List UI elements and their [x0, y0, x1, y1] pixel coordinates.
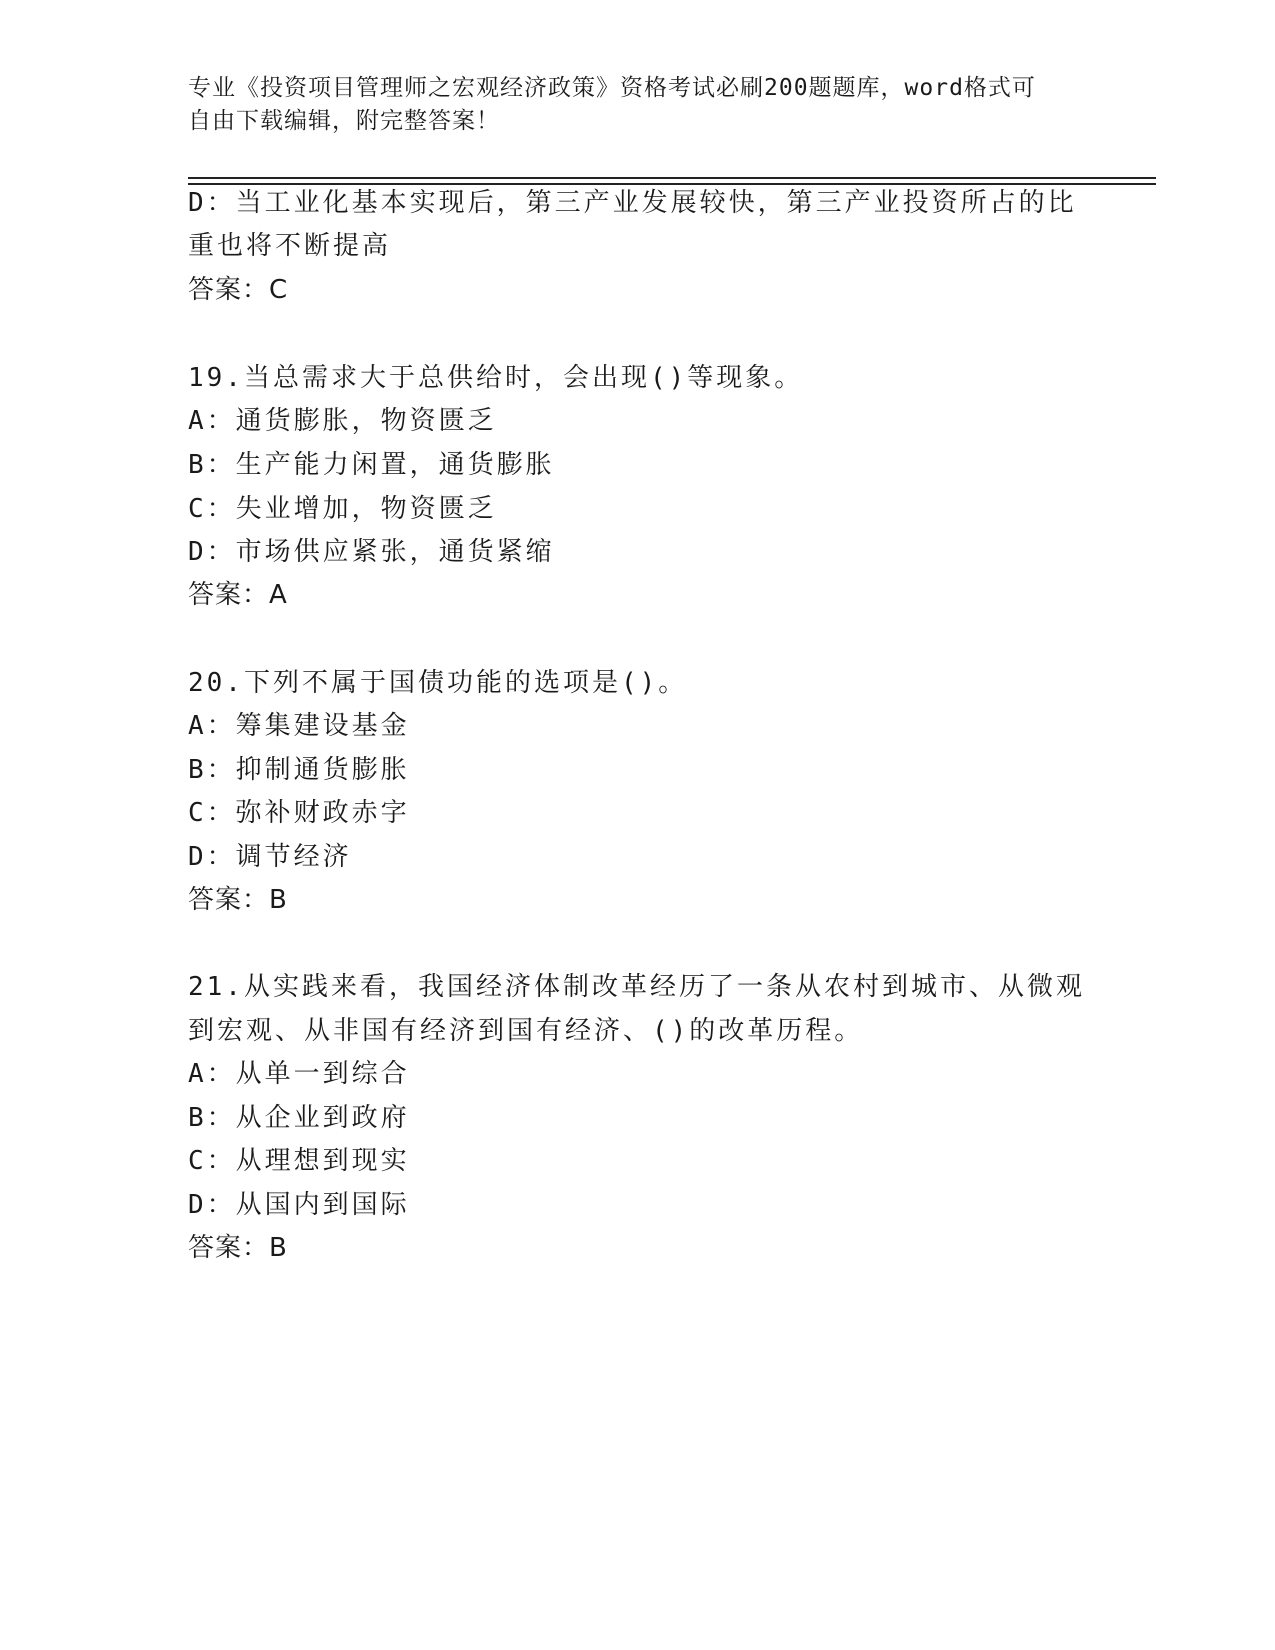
question-21-option-c: C：从理想到现实 — [188, 1146, 410, 1176]
question-20-option-a: A：筹集建设基金 — [188, 711, 410, 741]
question-19-option-d: D：市场供应紧张，通货紧缩 — [188, 537, 555, 567]
prev-answer: 答案：C — [188, 275, 289, 305]
question-21-option-a: A：从单一到综合 — [188, 1059, 410, 1089]
question-20-answer: 答案：B — [188, 885, 288, 915]
header-line-2: 自由下载编辑，附完整答案！ — [188, 108, 500, 134]
question-21-answer: 答案：B — [188, 1233, 288, 1263]
header-line-1: 专业《投资项目管理师之宏观经济政策》资格考试必刷200题题库，word格式可 — [188, 75, 1036, 101]
document-header — [188, 72, 1088, 138]
question-19-stem: 19.当总需求大于总供给时，会出现()等现象。 — [188, 363, 804, 393]
prev-option-d-line-1: D：当工业化基本实现后，第三产业发展较快，第三产业投资所占的比 — [188, 188, 1077, 218]
question-19-option-b: B：生产能力闲置，通货膨胀 — [188, 450, 555, 480]
question-20-option-c: C：弥补财政赤字 — [188, 798, 410, 828]
question-21-option-d: D：从国内到国际 — [188, 1190, 410, 1220]
question-21-option-b: B：从企业到政府 — [188, 1103, 410, 1133]
question-21-stem-line-2: 到宏观、从非国有经济到国有经济、()的改革历程。 — [188, 1016, 864, 1046]
prev-option-d-line-2: 重也将不断提高 — [188, 231, 392, 261]
header-divider-top — [188, 177, 1156, 179]
question-19-answer: 答案：A — [188, 580, 288, 610]
question-20-stem: 20.下列不属于国债功能的选项是()。 — [188, 668, 688, 698]
question-19-option-a: A：通货膨胀，物资匮乏 — [188, 406, 497, 436]
question-19-option-c: C：失业增加，物资匮乏 — [188, 494, 497, 524]
question-21-stem-line-1: 21.从实践来看，我国经济体制改革经历了一条从农村到城市、从微观 — [188, 972, 1085, 1002]
question-20-option-b: B：抑制通货膨胀 — [188, 755, 410, 785]
question-20-option-d: D：调节经济 — [188, 842, 352, 872]
